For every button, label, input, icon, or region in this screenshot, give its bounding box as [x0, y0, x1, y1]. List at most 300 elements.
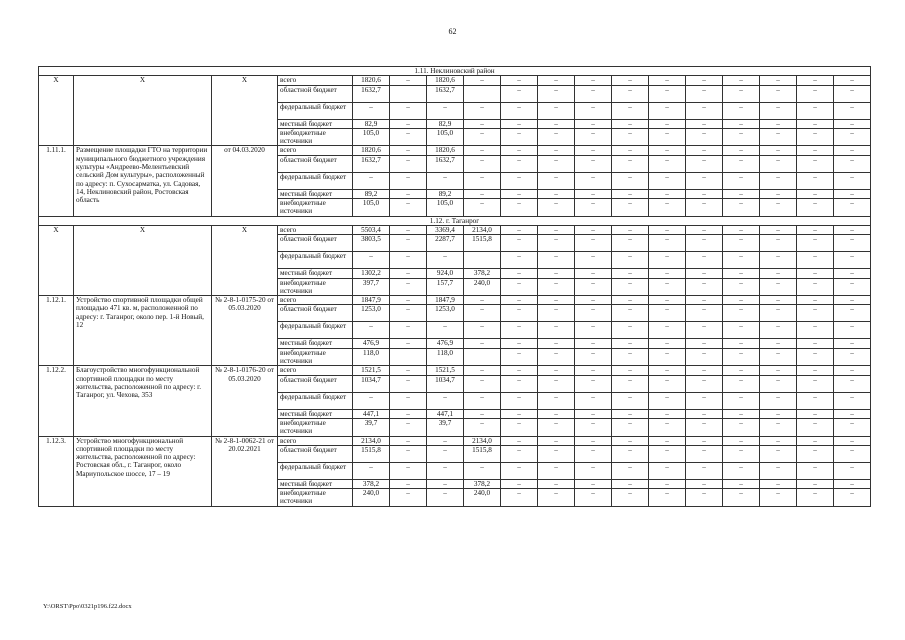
- dash-cell: –: [612, 436, 649, 445]
- dash-cell: –: [723, 339, 760, 348]
- dash-cell: –: [686, 366, 723, 375]
- value-cell: 378,2: [464, 479, 501, 488]
- dash-cell: –: [834, 155, 871, 172]
- dash-cell: –: [538, 278, 575, 296]
- dash-cell: –: [649, 479, 686, 488]
- dash-cell: –: [723, 462, 760, 479]
- value-cell: –: [390, 462, 427, 479]
- dash-cell: –: [575, 479, 612, 488]
- value-cell: [464, 85, 501, 102]
- dash-cell: –: [760, 436, 797, 445]
- value-cell: –: [390, 189, 427, 198]
- dash-cell: –: [686, 436, 723, 445]
- dash-cell: –: [686, 252, 723, 269]
- dash-cell: –: [760, 305, 797, 322]
- dash-cell: –: [797, 392, 834, 409]
- dash-cell: –: [686, 296, 723, 305]
- dash-cell: –: [834, 85, 871, 102]
- value-cell: 1515,8: [464, 235, 501, 252]
- dash-cell: –: [575, 172, 612, 189]
- value-cell: –: [464, 146, 501, 155]
- value-cell: –: [390, 489, 427, 507]
- dash-cell: –: [834, 172, 871, 189]
- value-cell: –: [390, 366, 427, 375]
- value-cell: –: [390, 305, 427, 322]
- funding-source: областной бюджет: [278, 375, 353, 392]
- dash-cell: –: [501, 269, 538, 278]
- dash-cell: –: [501, 418, 538, 436]
- value-cell: –: [464, 366, 501, 375]
- value-cell: –: [464, 102, 501, 119]
- value-cell: 105,0: [353, 199, 390, 217]
- dash-cell: –: [723, 199, 760, 217]
- table-row: [39, 76, 871, 85]
- dash-cell: –: [760, 418, 797, 436]
- value-cell: –: [427, 322, 464, 339]
- value-cell: 2134,0: [464, 436, 501, 445]
- dash-cell: –: [612, 445, 649, 462]
- dash-cell: –: [723, 189, 760, 198]
- dash-cell: –: [834, 366, 871, 375]
- dash-cell: –: [649, 128, 686, 146]
- dash-cell: –: [760, 102, 797, 119]
- dash-cell: –: [649, 102, 686, 119]
- dash-cell: –: [686, 199, 723, 217]
- dash-cell: –: [612, 392, 649, 409]
- dash-cell: –: [797, 235, 834, 252]
- dash-cell: –: [612, 296, 649, 305]
- table-row: [39, 296, 871, 305]
- dash-cell: –: [501, 489, 538, 507]
- dash-cell: –: [575, 225, 612, 234]
- funding-source: внебюджетные источники: [278, 278, 353, 296]
- funding-source: местный бюджет: [278, 269, 353, 278]
- value-cell: 1820,6: [427, 76, 464, 85]
- value-cell: 397,7: [353, 278, 390, 296]
- dash-cell: –: [649, 119, 686, 128]
- dash-cell: –: [649, 252, 686, 269]
- dash-cell: –: [649, 322, 686, 339]
- dash-cell: –: [612, 269, 649, 278]
- dash-cell: –: [538, 235, 575, 252]
- dash-cell: –: [538, 339, 575, 348]
- dash-cell: –: [538, 85, 575, 102]
- dash-cell: –: [649, 436, 686, 445]
- value-cell: 105,0: [427, 199, 464, 217]
- item-number: 1.11.1.: [39, 146, 74, 216]
- dash-cell: –: [649, 409, 686, 418]
- dash-cell: –: [760, 278, 797, 296]
- dash-cell: –: [649, 489, 686, 507]
- dash-cell: –: [686, 489, 723, 507]
- value-cell: 105,0: [353, 128, 390, 146]
- value-cell: –: [390, 479, 427, 488]
- dash-cell: –: [834, 146, 871, 155]
- funding-source: федеральный бюджет: [278, 252, 353, 269]
- section-title: 1.11. Неклиновский район: [39, 67, 871, 76]
- dash-cell: –: [834, 119, 871, 128]
- dash-cell: –: [538, 305, 575, 322]
- dash-cell: –: [834, 128, 871, 146]
- value-cell: –: [390, 278, 427, 296]
- dash-cell: –: [649, 366, 686, 375]
- value-cell: –: [464, 392, 501, 409]
- item-number: Х: [39, 225, 74, 295]
- item-document: Х: [212, 76, 278, 146]
- value-cell: 476,9: [353, 339, 390, 348]
- dash-cell: –: [797, 339, 834, 348]
- dash-cell: –: [575, 489, 612, 507]
- dash-cell: –: [723, 489, 760, 507]
- dash-cell: –: [760, 199, 797, 217]
- dash-cell: –: [649, 392, 686, 409]
- value-cell: 240,0: [353, 489, 390, 507]
- dash-cell: –: [686, 348, 723, 366]
- value-cell: 240,0: [464, 278, 501, 296]
- funding-source: всего: [278, 296, 353, 305]
- value-cell: 447,1: [427, 409, 464, 418]
- value-cell: –: [427, 489, 464, 507]
- dash-cell: –: [538, 366, 575, 375]
- dash-cell: –: [834, 418, 871, 436]
- value-cell: –: [464, 76, 501, 85]
- dash-cell: –: [723, 366, 760, 375]
- dash-cell: –: [760, 225, 797, 234]
- dash-cell: –: [649, 235, 686, 252]
- dash-cell: –: [501, 436, 538, 445]
- dash-cell: –: [834, 445, 871, 462]
- funding-source: местный бюджет: [278, 339, 353, 348]
- dash-cell: –: [575, 366, 612, 375]
- value-cell: –: [390, 128, 427, 146]
- value-cell: –: [390, 146, 427, 155]
- dash-cell: –: [834, 102, 871, 119]
- value-cell: 1515,8: [353, 445, 390, 462]
- dash-cell: –: [575, 409, 612, 418]
- value-cell: –: [390, 119, 427, 128]
- dash-cell: –: [760, 235, 797, 252]
- item-name: Размещение площадки ГТО на территории муниципального бюджетного учреждения культуры «Андреево-Мелентьевский сельский Дом культуры», расположенный по адресу: п. Сухосарматка, ул. Садовая, 14, Неклиновский район, Ростовская область: [74, 146, 212, 216]
- dash-cell: –: [797, 418, 834, 436]
- dash-cell: –: [501, 119, 538, 128]
- item-number: 1.12.1.: [39, 296, 74, 366]
- dash-cell: –: [834, 278, 871, 296]
- dash-cell: –: [797, 409, 834, 418]
- section-header-row: [39, 216, 871, 225]
- dash-cell: –: [760, 146, 797, 155]
- value-cell: 89,2: [353, 189, 390, 198]
- dash-cell: –: [501, 348, 538, 366]
- dash-cell: –: [538, 189, 575, 198]
- dash-cell: –: [538, 128, 575, 146]
- dash-cell: –: [723, 155, 760, 172]
- dash-cell: –: [686, 225, 723, 234]
- value-cell: –: [390, 375, 427, 392]
- value-cell: –: [390, 76, 427, 85]
- dash-cell: –: [538, 146, 575, 155]
- dash-cell: –: [612, 489, 649, 507]
- dash-cell: –: [797, 76, 834, 85]
- dash-cell: –: [686, 375, 723, 392]
- dash-cell: –: [612, 409, 649, 418]
- dash-cell: –: [612, 278, 649, 296]
- funding-source: федеральный бюджет: [278, 462, 353, 479]
- funding-source: федеральный бюджет: [278, 102, 353, 119]
- dash-cell: –: [834, 339, 871, 348]
- funding-source: всего: [278, 366, 353, 375]
- value-cell: 1820,6: [353, 146, 390, 155]
- item-name: Х: [74, 225, 212, 295]
- value-cell: –: [464, 462, 501, 479]
- value-cell: 3803,5: [353, 235, 390, 252]
- dash-cell: –: [760, 252, 797, 269]
- dash-cell: –: [538, 409, 575, 418]
- dash-cell: –: [760, 322, 797, 339]
- value-cell: 1521,5: [427, 366, 464, 375]
- dash-cell: –: [501, 199, 538, 217]
- value-cell: –: [353, 172, 390, 189]
- value-cell: 1632,7: [427, 85, 464, 102]
- dash-cell: –: [760, 445, 797, 462]
- dash-cell: –: [760, 479, 797, 488]
- value-cell: –: [390, 155, 427, 172]
- value-cell: 1820,6: [353, 76, 390, 85]
- dash-cell: –: [797, 119, 834, 128]
- value-cell: 39,7: [353, 418, 390, 436]
- dash-cell: –: [834, 436, 871, 445]
- value-cell: –: [464, 119, 501, 128]
- funding-source: федеральный бюджет: [278, 172, 353, 189]
- dash-cell: –: [612, 146, 649, 155]
- value-cell: [390, 85, 427, 102]
- dash-cell: –: [649, 305, 686, 322]
- value-cell: 105,0: [427, 128, 464, 146]
- dash-cell: –: [686, 409, 723, 418]
- dash-cell: –: [575, 155, 612, 172]
- dash-cell: –: [538, 436, 575, 445]
- section-title: 1.12. г. Таганрог: [39, 216, 871, 225]
- dash-cell: –: [797, 189, 834, 198]
- value-cell: 39,7: [427, 418, 464, 436]
- dash-cell: –: [723, 418, 760, 436]
- item-document: № 2-8-1-0175-20 от 05.03.2020: [212, 296, 278, 366]
- dash-cell: –: [760, 128, 797, 146]
- value-cell: 89,2: [427, 189, 464, 198]
- funding-source: внебюджетные источники: [278, 348, 353, 366]
- dash-cell: –: [797, 322, 834, 339]
- dash-cell: –: [649, 76, 686, 85]
- value-cell: –: [390, 225, 427, 234]
- funding-source: местный бюджет: [278, 189, 353, 198]
- dash-cell: –: [649, 189, 686, 198]
- dash-cell: –: [538, 199, 575, 217]
- dash-cell: –: [612, 348, 649, 366]
- dash-cell: –: [686, 146, 723, 155]
- dash-cell: –: [501, 479, 538, 488]
- funding-source: всего: [278, 436, 353, 445]
- dash-cell: –: [501, 409, 538, 418]
- dash-cell: –: [612, 172, 649, 189]
- dash-cell: –: [686, 339, 723, 348]
- value-cell: 1515,8: [464, 445, 501, 462]
- dash-cell: –: [612, 76, 649, 85]
- dash-cell: –: [612, 418, 649, 436]
- value-cell: –: [464, 375, 501, 392]
- dash-cell: –: [834, 235, 871, 252]
- dash-cell: –: [612, 339, 649, 348]
- funding-source: всего: [278, 76, 353, 85]
- dash-cell: –: [686, 76, 723, 85]
- dash-cell: –: [797, 155, 834, 172]
- value-cell: 3369,4: [427, 225, 464, 234]
- page-bottom-margin: [0, 598, 905, 640]
- dash-cell: –: [575, 348, 612, 366]
- value-cell: –: [464, 172, 501, 189]
- dash-cell: –: [575, 392, 612, 409]
- dash-cell: –: [538, 225, 575, 234]
- dash-cell: –: [723, 128, 760, 146]
- value-cell: –: [427, 172, 464, 189]
- dash-cell: –: [834, 489, 871, 507]
- dash-cell: –: [649, 445, 686, 462]
- dash-cell: –: [612, 128, 649, 146]
- dash-cell: –: [760, 392, 797, 409]
- dash-cell: –: [760, 339, 797, 348]
- dash-cell: –: [575, 146, 612, 155]
- value-cell: –: [427, 479, 464, 488]
- value-cell: 476,9: [427, 339, 464, 348]
- dash-cell: –: [501, 155, 538, 172]
- dash-cell: –: [575, 252, 612, 269]
- funding-source: федеральный бюджет: [278, 392, 353, 409]
- dash-cell: –: [649, 85, 686, 102]
- dash-cell: –: [760, 375, 797, 392]
- dash-cell: –: [760, 366, 797, 375]
- dash-cell: –: [501, 278, 538, 296]
- dash-cell: –: [501, 225, 538, 234]
- dash-cell: –: [575, 76, 612, 85]
- dash-cell: –: [575, 436, 612, 445]
- dash-cell: –: [686, 172, 723, 189]
- dash-cell: –: [612, 305, 649, 322]
- value-cell: –: [427, 102, 464, 119]
- value-cell: 1521,5: [353, 366, 390, 375]
- dash-cell: –: [501, 85, 538, 102]
- dash-cell: –: [538, 418, 575, 436]
- value-cell: –: [427, 445, 464, 462]
- value-cell: 1820,6: [427, 146, 464, 155]
- dash-cell: –: [538, 479, 575, 488]
- dash-cell: –: [612, 322, 649, 339]
- value-cell: –: [427, 252, 464, 269]
- dash-cell: –: [575, 119, 612, 128]
- value-cell: [390, 348, 427, 366]
- dash-cell: –: [575, 102, 612, 119]
- dash-cell: –: [797, 85, 834, 102]
- dash-cell: –: [575, 339, 612, 348]
- table-row: [39, 225, 871, 234]
- dash-cell: –: [612, 462, 649, 479]
- dash-cell: –: [575, 199, 612, 217]
- dash-cell: –: [686, 462, 723, 479]
- dash-cell: –: [538, 252, 575, 269]
- dash-cell: –: [834, 199, 871, 217]
- funding-source: внебюджетные источники: [278, 489, 353, 507]
- dash-cell: –: [575, 462, 612, 479]
- value-cell: –: [464, 296, 501, 305]
- dash-cell: –: [612, 199, 649, 217]
- dash-cell: –: [686, 305, 723, 322]
- dash-cell: –: [760, 155, 797, 172]
- dash-cell: –: [797, 146, 834, 155]
- value-cell: –: [390, 172, 427, 189]
- dash-cell: –: [686, 322, 723, 339]
- value-cell: 5503,4: [353, 225, 390, 234]
- value-cell: 118,0: [427, 348, 464, 366]
- dash-cell: –: [649, 462, 686, 479]
- dash-cell: –: [575, 189, 612, 198]
- dash-cell: –: [686, 155, 723, 172]
- dash-cell: –: [501, 146, 538, 155]
- dash-cell: –: [612, 189, 649, 198]
- value-cell: –: [464, 128, 501, 146]
- item-number: 1.12.3.: [39, 436, 74, 506]
- dash-cell: –: [686, 119, 723, 128]
- dash-cell: –: [834, 296, 871, 305]
- dash-cell: –: [501, 235, 538, 252]
- value-cell: –: [464, 339, 501, 348]
- value-cell: 924,0: [427, 269, 464, 278]
- value-cell: 240,0: [464, 489, 501, 507]
- dash-cell: –: [797, 436, 834, 445]
- dash-cell: –: [501, 296, 538, 305]
- funding-source: внебюджетные источники: [278, 128, 353, 146]
- dash-cell: –: [501, 339, 538, 348]
- funding-source: местный бюджет: [278, 479, 353, 488]
- budget-table: [38, 66, 871, 507]
- dash-cell: –: [575, 322, 612, 339]
- value-cell: 1034,7: [353, 375, 390, 392]
- funding-source: местный бюджет: [278, 409, 353, 418]
- dash-cell: –: [501, 375, 538, 392]
- value-cell: –: [390, 409, 427, 418]
- dash-cell: –: [501, 305, 538, 322]
- dash-cell: –: [723, 252, 760, 269]
- value-cell: –: [390, 252, 427, 269]
- dash-cell: –: [538, 489, 575, 507]
- dash-cell: –: [760, 462, 797, 479]
- dash-cell: –: [723, 375, 760, 392]
- dash-cell: –: [501, 252, 538, 269]
- dash-cell: –: [760, 189, 797, 198]
- footer-file-path: Y:\ORST\Ppo\0321p196.f22.docx: [43, 603, 132, 610]
- dash-cell: –: [797, 225, 834, 234]
- dash-cell: –: [723, 445, 760, 462]
- dash-cell: –: [760, 76, 797, 85]
- dash-cell: –: [723, 225, 760, 234]
- value-cell: –: [353, 322, 390, 339]
- value-cell: 2134,0: [353, 436, 390, 445]
- value-cell: –: [390, 339, 427, 348]
- dash-cell: –: [649, 296, 686, 305]
- page-number: 62: [448, 27, 457, 36]
- dash-cell: –: [723, 146, 760, 155]
- value-cell: –: [427, 462, 464, 479]
- dash-cell: –: [686, 479, 723, 488]
- dash-cell: –: [834, 462, 871, 479]
- dash-cell: –: [723, 278, 760, 296]
- dash-cell: –: [501, 445, 538, 462]
